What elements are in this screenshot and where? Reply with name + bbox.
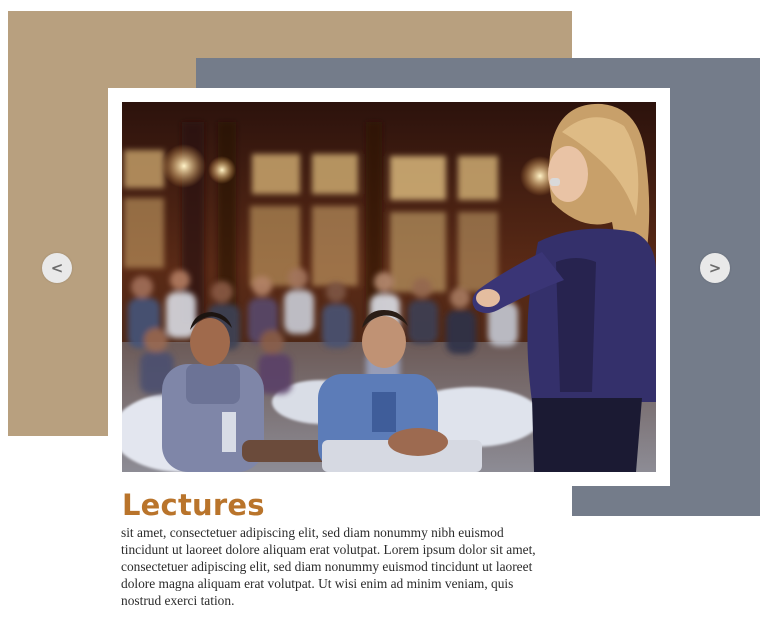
slide-title: Lectures <box>122 488 265 522</box>
lecture-photo-illustration <box>122 102 656 472</box>
slide-description: sit amet, consectetuer adipiscing elit, sed diam nonummy nibh euismod tincidunt ut laoreet dolore aliquam erat volutpat. Lorem ipsum dolor sit amet, consectetuer adipiscing elit, sed diam nonummy euismod tincidunt ut laoreet dolore magna aliquam erat volutpat. Ut wisi enim ad minim veniam, quis nostrud exerci tation. <box>121 525 536 608</box>
lecture-photo <box>122 102 656 472</box>
chevron-left-icon: < <box>50 259 64 277</box>
chevron-right-icon: > <box>708 259 722 277</box>
photo-frame <box>108 88 670 486</box>
next-slide-button[interactable] <box>700 253 730 283</box>
prev-slide-button[interactable] <box>42 253 72 283</box>
